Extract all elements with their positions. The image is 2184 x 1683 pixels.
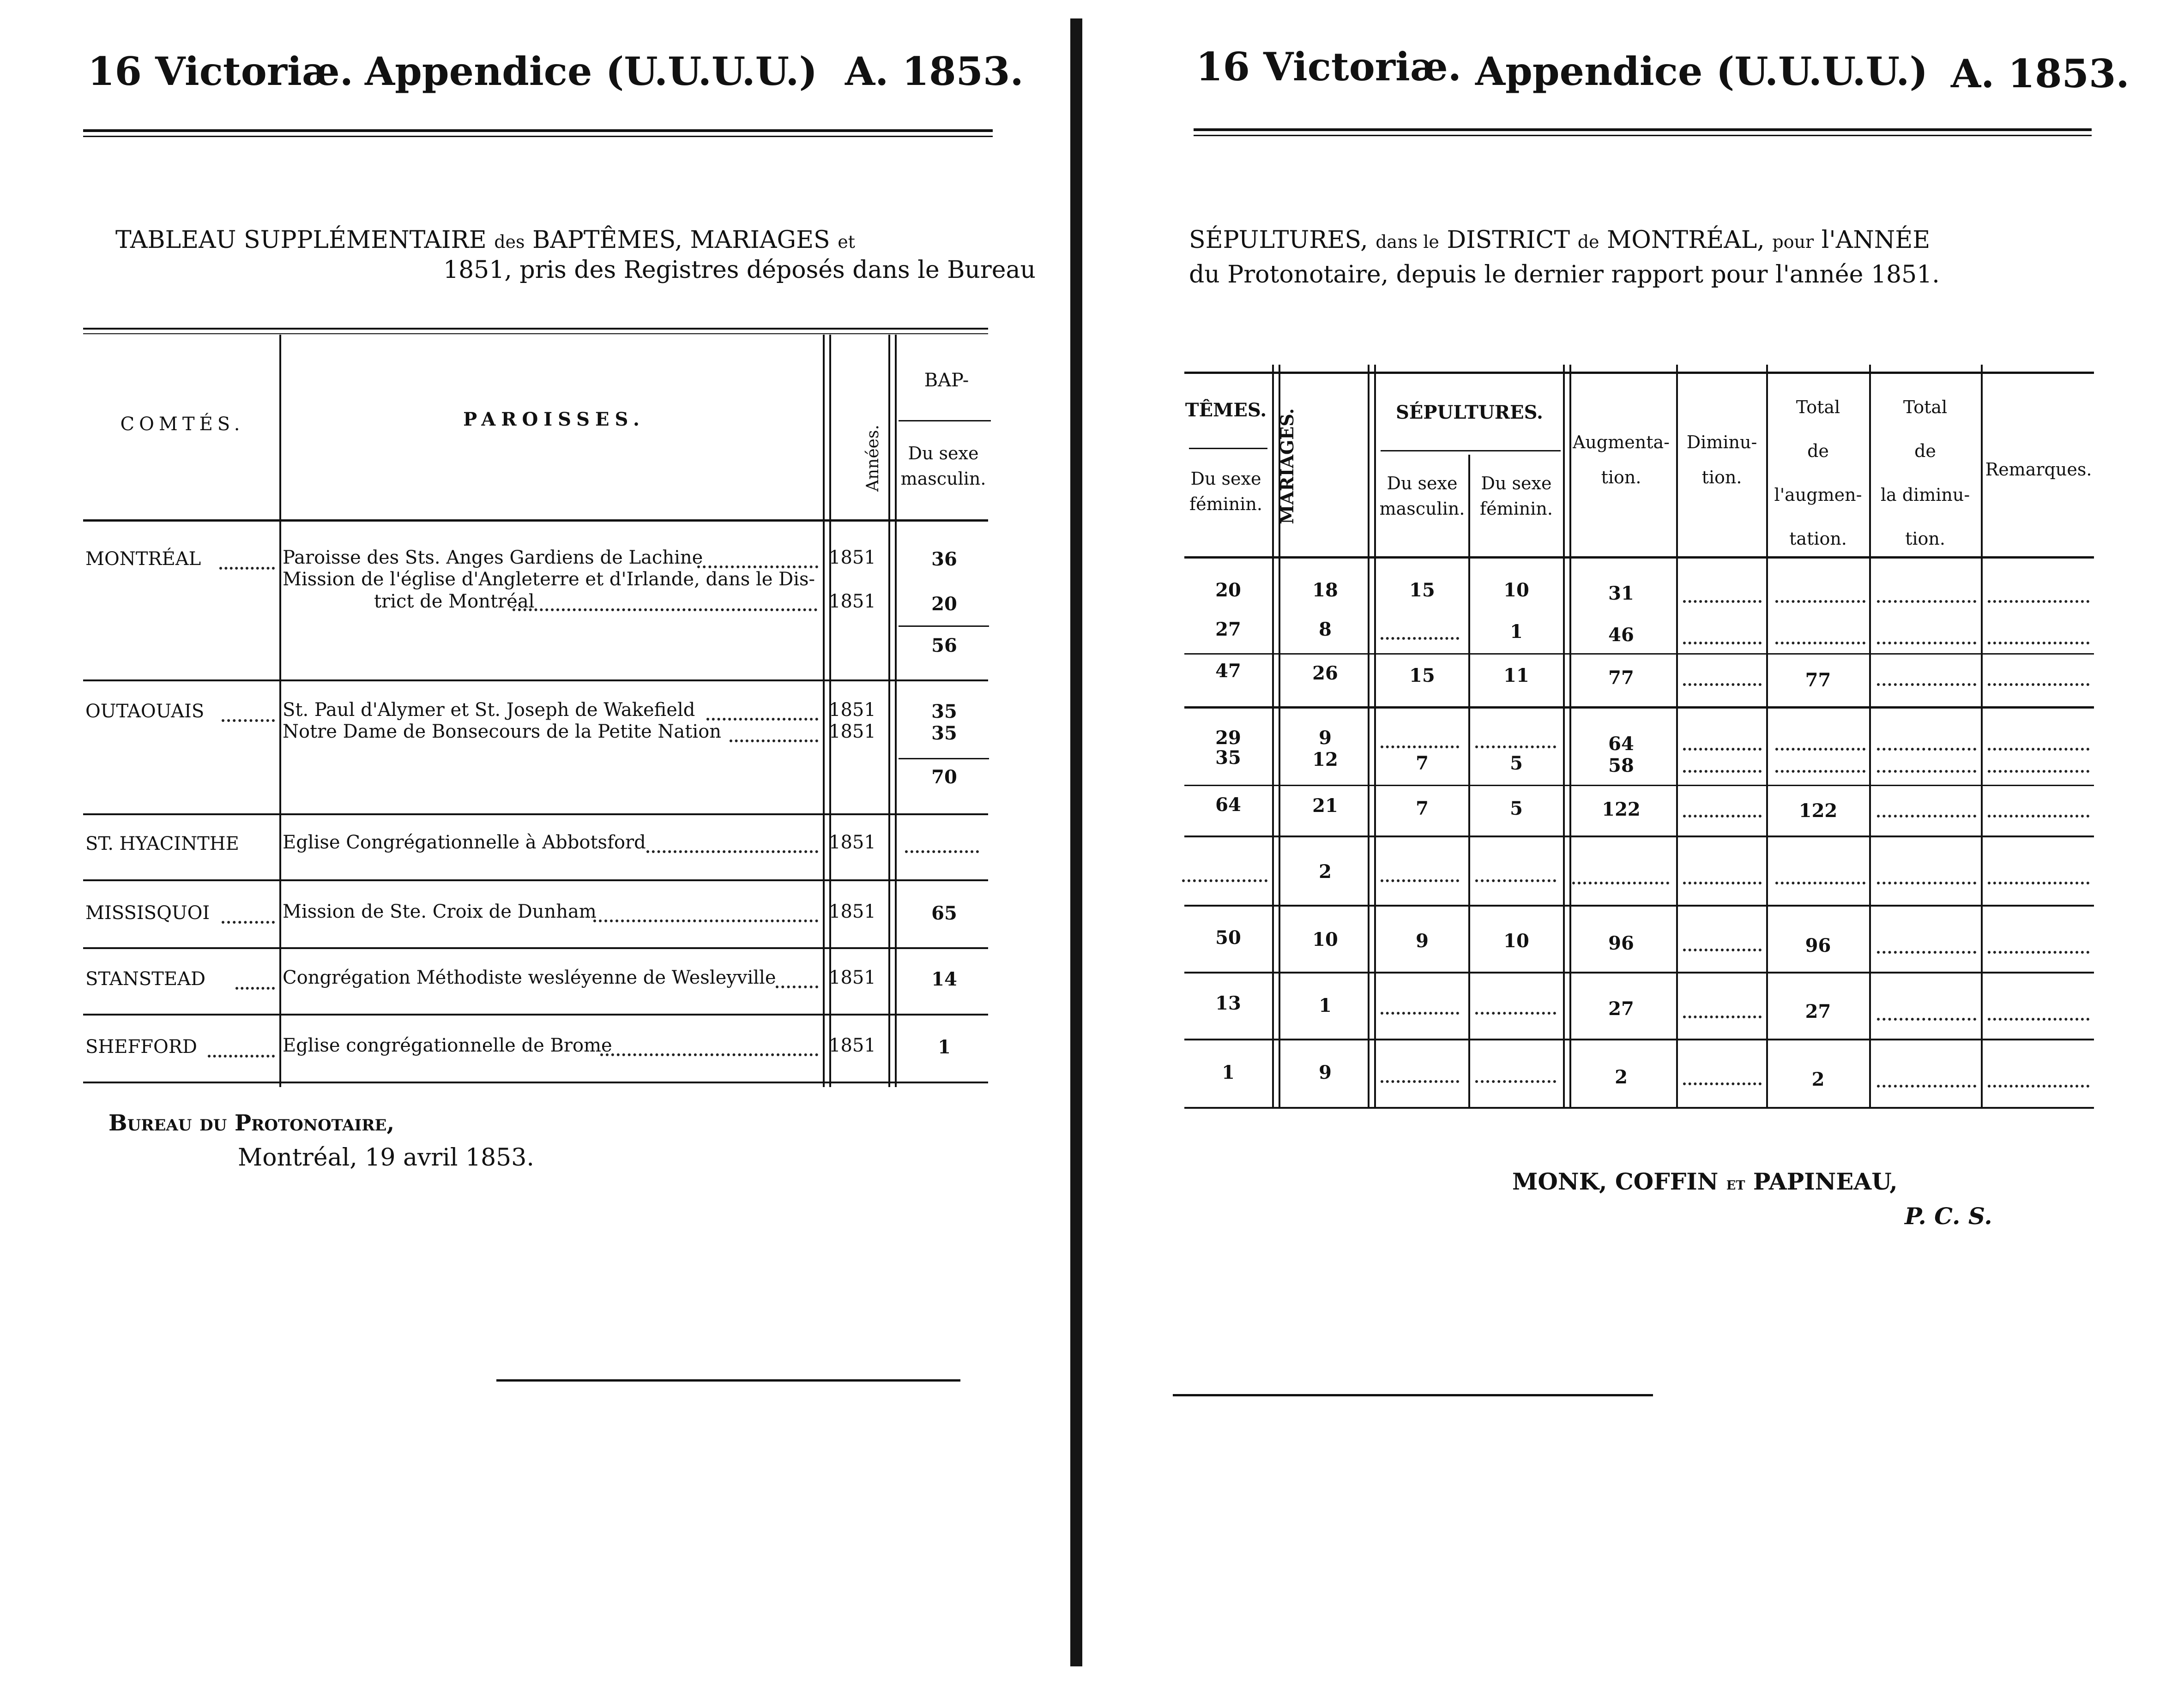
right-col-sep-masc: Du sexe masculin. [1379, 473, 1465, 519]
left-leader-dots [235, 987, 275, 990]
book-spine [1070, 18, 1082, 1666]
left-leader-dots [222, 719, 275, 722]
right-leader-dots [1877, 1085, 1976, 1088]
right-aug-row2: 77 [1608, 667, 1634, 689]
left-masc-row1: 20 [931, 593, 957, 615]
right-leader-dots [1988, 642, 2089, 644]
left-header-year: A. 1853. [845, 48, 1024, 94]
left-table-top-rule-2 [83, 333, 988, 334]
left-col-sep-1 [279, 335, 281, 1087]
left-leader-dots [513, 608, 817, 611]
right-leader-dots [1683, 770, 1762, 773]
left-leader-dots [730, 739, 818, 742]
left-col-annees: Années. [863, 425, 882, 492]
right-mar-row1: 8 [1319, 619, 1332, 640]
right-group-rule [1184, 706, 2094, 709]
right-col-sep-fem: Du sexe féminin. [1480, 473, 1553, 519]
left-paroisse-row8: Congrégation Méthodiste wesléyenne de Wesleyville [283, 967, 776, 988]
right-leader-dots [1683, 683, 1762, 686]
right-sf-row7: 10 [1503, 930, 1529, 952]
right-aug-row0: 31 [1608, 583, 1634, 604]
right-leader-dots [1475, 1012, 1556, 1015]
left-leader-dots [706, 718, 818, 721]
right-aug-row5: 122 [1602, 799, 1641, 820]
right-fem-row8: 13 [1215, 992, 1241, 1014]
right-col-sep-3 [1468, 455, 1470, 1108]
right-leader-dots [1877, 770, 1976, 773]
left-comte-montreal: MONTRÉAL [85, 548, 201, 570]
right-leader-dots [1988, 770, 2089, 773]
right-leader-dots [1988, 748, 2089, 751]
left-header-rule-bottom [83, 136, 993, 137]
right-leader-dots [1877, 748, 1976, 751]
right-signature-initials: P. C. S. [1905, 1202, 1992, 1230]
right-leader-dots [1988, 882, 2089, 884]
right-leader-dots [1988, 1085, 2089, 1088]
left-paroisse-row4: Notre Dame de Bonsecours de la Petite Nation [283, 721, 721, 742]
right-leader-dots [1877, 683, 1976, 686]
right-aug-row4: 58 [1608, 755, 1634, 776]
right-fem-row0: 20 [1215, 579, 1241, 601]
left-col-paroisses: PAROISSES. [463, 409, 645, 430]
left-annee-row9: 1851 [829, 1035, 876, 1056]
left-leader-dots [776, 986, 818, 988]
right-mar-row4: 12 [1312, 749, 1338, 770]
right-leader-dots [1877, 815, 1976, 817]
right-mar-row9: 9 [1319, 1062, 1332, 1083]
right-leader-dots [1381, 1012, 1459, 1015]
right-leader-dots [1988, 683, 2089, 686]
left-header-bottom-rule [83, 519, 988, 522]
right-leader-dots [1381, 637, 1459, 640]
right-temes-subheader-rule [1189, 448, 1267, 449]
right-subtotal-rule [1184, 785, 2094, 786]
right-table-title-line1: SÉPULTURES, dans le DISTRICT de MONTRÉAL, pour l'ANNÉE [1189, 226, 1931, 254]
right-leader-dots [1775, 600, 1865, 603]
left-header-session: 16 Victoriæ. [88, 48, 354, 94]
right-sm-row4: 7 [1416, 752, 1429, 774]
left-paroisse-row9: Eglise congrégationnelle de Brome [283, 1035, 612, 1056]
left-header-rule-top [83, 129, 993, 132]
left-annee-row6: 1851 [829, 832, 876, 853]
right-leader-dots [1775, 642, 1865, 644]
right-aug-row7: 96 [1608, 932, 1634, 954]
right-leader-dots [1475, 745, 1556, 748]
right-mar-row7: 10 [1312, 929, 1338, 950]
right-fem-row4: 35 [1215, 747, 1241, 769]
right-aug-row9: 2 [1615, 1066, 1628, 1088]
right-sf-row2: 11 [1503, 665, 1529, 686]
right-col-augmentation: Augmenta- tion. [1572, 432, 1670, 487]
right-sf-row0: 10 [1503, 579, 1529, 601]
left-table-title-line1: TABLEAU SUPPLÉMENTAIRE des BAPTÊMES, MARIAGES et [115, 226, 855, 254]
left-masc-row0: 36 [931, 548, 957, 570]
right-leader-dots [1877, 882, 1976, 884]
left-table-title-line2: 1851, pris des Registres déposés dans le Bureau [443, 256, 1036, 284]
right-leader-dots [1572, 882, 1669, 884]
right-leader-dots [1683, 1016, 1762, 1018]
right-mar-row5: 21 [1312, 795, 1338, 817]
right-col-total-diminution: Total de la diminu- tion. [1880, 397, 1970, 549]
left-footer-date: Montréal, 19 avril 1853. [238, 1144, 534, 1172]
right-col-du-sexe-feminin: Du sexe féminin. [1189, 469, 1262, 515]
right-sf-row1: 1 [1510, 621, 1523, 643]
left-comte-stanstead: STANSTEAD [85, 968, 206, 990]
right-leader-dots [1988, 600, 2089, 603]
left-comte-missisquoi: MISSISQUOI [85, 902, 210, 924]
right-col-diminution: Diminu- tion. [1686, 432, 1757, 487]
left-annee-row4: 1851 [829, 721, 876, 742]
right-mar-row2: 26 [1312, 662, 1338, 684]
left-group-rule [83, 679, 988, 681]
right-header-title: Appendice (U.U.U.U.) [1475, 48, 1928, 94]
left-group-rule [83, 1014, 988, 1016]
right-leader-dots [1877, 642, 1976, 644]
left-paroisse-row7: Mission de Ste. Croix de Dunham [283, 901, 597, 922]
left-subtotal-outaouais: 70 [931, 766, 957, 788]
right-leader-dots [1877, 600, 1976, 603]
left-annee-row1: 1851 [829, 591, 876, 612]
right-mar-row8: 1 [1319, 995, 1332, 1016]
right-col-sep-5 [1676, 365, 1678, 1108]
left-paroisse-row6: Eglise Congrégationnelle à Abbotsford [283, 832, 646, 853]
right-table-top-rule [1184, 372, 2094, 374]
right-leader-dots [1775, 748, 1865, 751]
left-annee-row3: 1851 [829, 699, 876, 721]
right-group-rule [1184, 972, 2094, 974]
left-leader-dots [646, 850, 818, 853]
right-fem-row5: 64 [1215, 794, 1241, 816]
left-masc-row3: 35 [931, 701, 957, 722]
left-masc-row8: 14 [931, 968, 957, 990]
left-leader-dots [219, 567, 275, 570]
left-masc-row9: 1 [938, 1036, 951, 1058]
right-leader-dots [1475, 879, 1556, 882]
left-leader-dots [208, 1055, 275, 1058]
right-col-sep-6 [1766, 365, 1768, 1108]
right-header-rule-bottom [1194, 135, 2092, 136]
right-leader-dots [1683, 815, 1762, 817]
left-subtotal-montreal: 56 [931, 635, 957, 656]
left-paroisse-row1-cont: trict de Montréal [374, 591, 535, 612]
left-paroisse-row3: St. Paul d'Alymer et St. Joseph de Wakefield [283, 699, 695, 721]
right-signature-names: MONK, COFFIN et PAPINEAU, [1512, 1168, 1898, 1195]
left-leader-dots [222, 921, 275, 924]
left-page-end-rule [496, 1379, 960, 1382]
right-taug-row5: 122 [1798, 800, 1838, 822]
left-annee-row8: 1851 [829, 967, 876, 988]
right-mar-row0: 18 [1312, 579, 1338, 601]
right-taug-row8: 27 [1805, 1001, 1831, 1022]
right-header-session: 16 Victoriæ. [1196, 44, 1462, 90]
right-taug-row7: 96 [1805, 935, 1831, 956]
right-sf-row5: 5 [1510, 798, 1523, 819]
left-comte-st-hyacinthe: ST. HYACINTHE [85, 833, 239, 854]
right-col-sep-2 [1368, 365, 1376, 1108]
left-table-bottom-rule [83, 1082, 988, 1083]
right-sep-subheader-rule [1381, 450, 1561, 451]
right-leader-dots [1381, 745, 1459, 748]
left-masc-row4: 35 [931, 722, 957, 744]
left-comte-shefford: SHEFFORD [85, 1036, 197, 1058]
left-subtotal-rule [899, 625, 989, 627]
right-fem-row9: 1 [1222, 1062, 1235, 1083]
right-leader-dots [1988, 1018, 2089, 1021]
right-aug-row8: 27 [1608, 998, 1634, 1020]
right-leader-dots [1683, 748, 1762, 751]
right-leader-dots [1683, 882, 1762, 884]
right-leader-dots [1877, 1018, 1976, 1021]
right-leader-dots [1381, 1080, 1459, 1083]
right-taug-row2: 77 [1805, 669, 1831, 691]
right-page-end-rule [1173, 1394, 1653, 1396]
right-leader-dots [1775, 770, 1865, 773]
left-group-rule [83, 813, 988, 815]
left-paroisse-row1: Mission de l'église d'Angleterre et d'Irlande, dans le Dis- [283, 569, 815, 590]
left-header-title: Appendice (U.U.U.U.) [365, 48, 818, 94]
right-fem-row1: 27 [1215, 619, 1241, 640]
right-leader-dots [1683, 1082, 1762, 1085]
right-mar-row3: 9 [1319, 727, 1332, 749]
right-fem-row2: 47 [1215, 660, 1241, 682]
right-header-rule-top [1194, 128, 2092, 131]
right-leader-dots [1775, 882, 1865, 884]
right-group-rule [1184, 835, 2094, 837]
right-col-total-augmentation: Total de l'augmen- tation. [1774, 397, 1862, 549]
left-leader-dots [600, 1053, 818, 1056]
right-table-title-line2: du Protonotaire, depuis le dernier rapport pour l'année 1851. [1189, 261, 1940, 289]
right-col-sep-8 [1981, 365, 1983, 1108]
left-col-bap: BAP- [924, 370, 969, 391]
right-sm-row5: 7 [1416, 798, 1429, 819]
left-bap-subheader-rule [899, 420, 991, 421]
left-annee-row7: 1851 [829, 901, 876, 922]
right-sf-row4: 5 [1510, 752, 1523, 774]
right-col-sepultures: SÉPULTURES. [1396, 402, 1543, 423]
right-taug-row9: 2 [1811, 1069, 1825, 1090]
right-col-mariages: MARIAGES. [1277, 408, 1297, 524]
right-col-temes: TÊMES. [1185, 399, 1267, 421]
right-leader-dots [1683, 949, 1762, 951]
right-leader-dots [1877, 951, 1976, 954]
right-header-year: A. 1853. [1951, 51, 2130, 96]
right-sm-row7: 9 [1416, 930, 1429, 952]
left-leader-dots [905, 850, 979, 853]
right-leader-dots [1988, 951, 2089, 954]
left-annee-row0: 1851 [829, 547, 876, 568]
right-group-rule [1184, 905, 2094, 907]
left-leader-dots [697, 565, 818, 568]
left-table-top-rule [83, 328, 988, 330]
right-leader-dots [1683, 600, 1762, 603]
right-group-rule [1184, 1039, 2094, 1040]
right-sm-row0: 15 [1409, 579, 1435, 601]
left-paroisse-row0: Paroisse des Sts. Anges Gardiens de Lachine [283, 547, 703, 568]
right-leader-dots [1683, 642, 1762, 644]
right-sm-row2: 15 [1409, 665, 1435, 686]
right-leader-dots [1381, 879, 1459, 882]
left-footer-bureau: Bureau du Protonotaire, [109, 1110, 395, 1136]
right-leader-dots [1475, 1080, 1556, 1083]
left-col-comtes: COMTÉS. [120, 414, 245, 435]
left-col-sep-3 [888, 335, 897, 1087]
right-aug-row1: 46 [1608, 624, 1634, 646]
right-subtotal-rule [1184, 653, 2094, 655]
right-leader-dots [1182, 879, 1267, 882]
left-masc-row7: 65 [931, 902, 957, 924]
right-col-remarques: Remarques. [1985, 459, 2092, 480]
left-leader-dots [593, 920, 818, 922]
right-leader-dots [1988, 815, 2089, 817]
right-table-bottom-rule [1184, 1107, 2094, 1109]
right-aug-row3: 64 [1608, 733, 1634, 755]
right-fem-row3: 29 [1215, 727, 1241, 749]
left-group-rule [83, 947, 988, 949]
left-col-du-sexe-masculin: Du sexe masculin. [900, 443, 986, 489]
right-mar-row6: 2 [1319, 861, 1332, 883]
left-group-rule [83, 879, 988, 881]
right-fem-row7: 50 [1215, 927, 1241, 949]
left-subtotal-rule [899, 758, 989, 759]
left-comte-outaouais: OUTAOUAIS [85, 701, 205, 722]
